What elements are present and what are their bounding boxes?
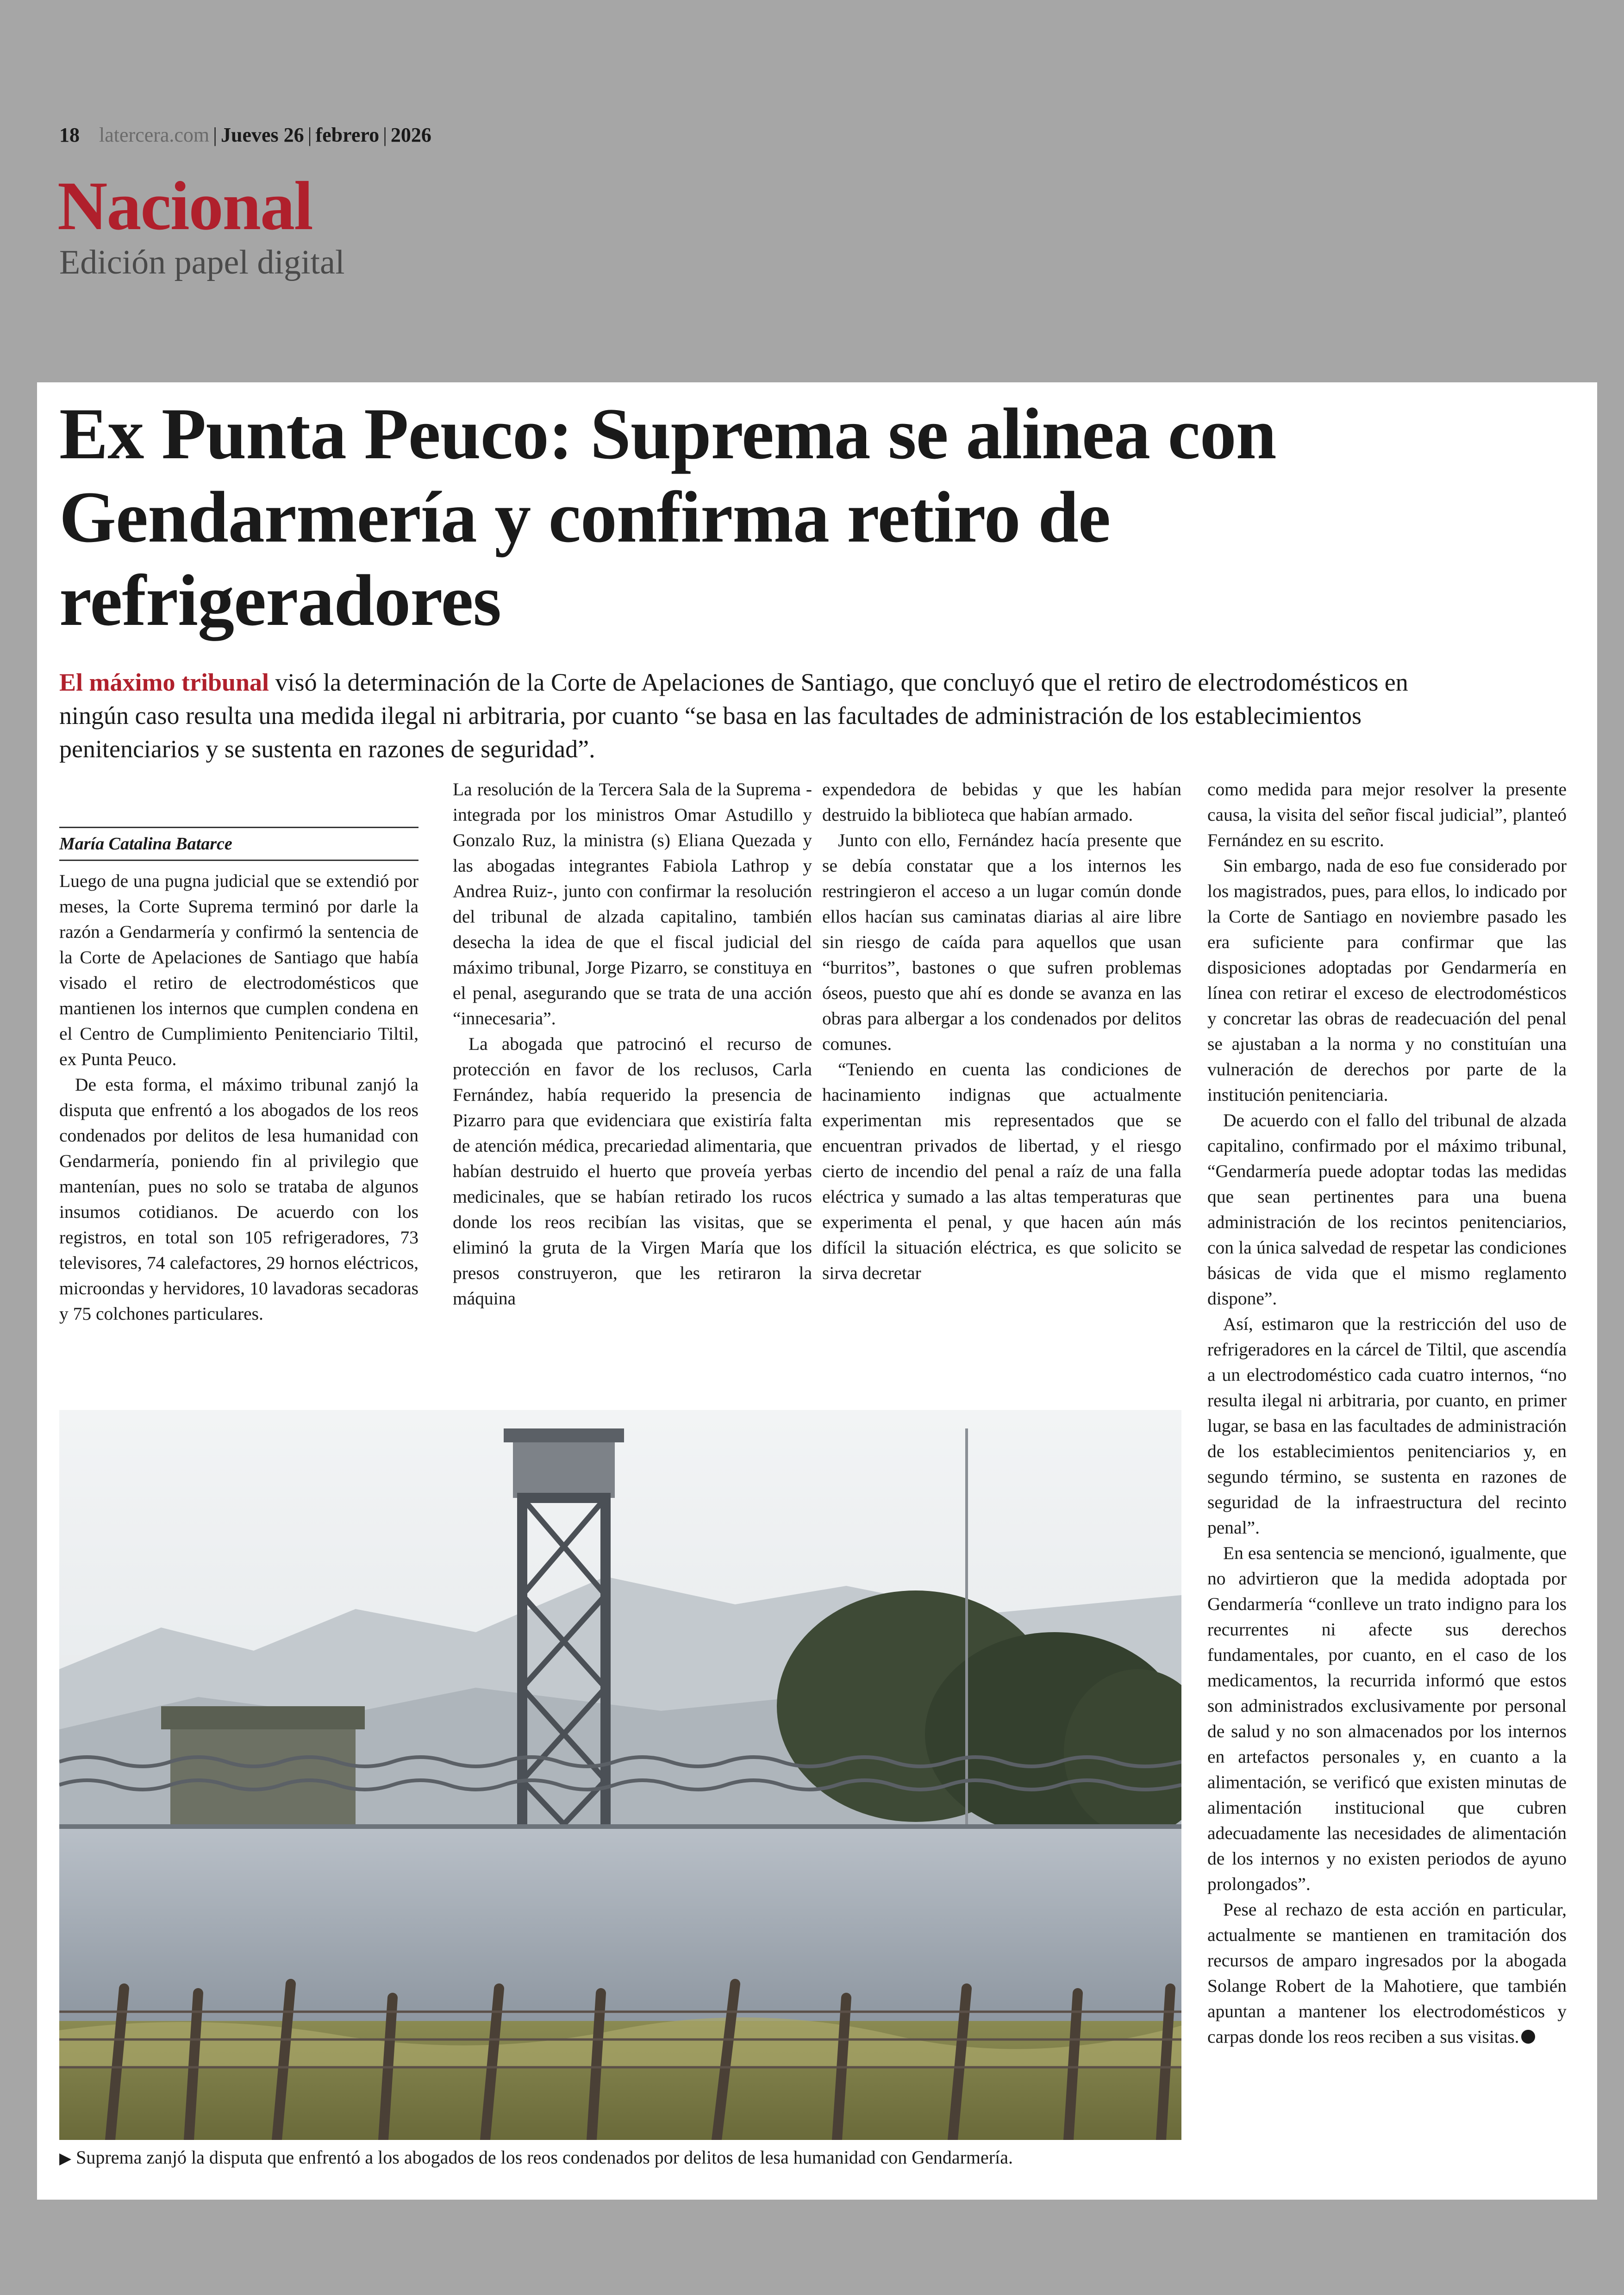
date-year: 2026 [390,124,431,146]
column-2 [453,777,812,1311]
paragraph: “Teniendo en cuenta las condiciones de hacinamiento indignas que actualmente experimentan mis representados que se encuentran privados de libertad, y el riesgo cierto de incendio del penal a raíz de una falla eléctrica y sumado a las altas temperaturas que experimenta el penal, y que hacen aún más difícil la situación eléctrica, es que solicito se sirva decretar [822,1059,1181,1283]
triangle-right-icon: ▶ [59,2150,72,2167]
paragraph [1207,1897,1567,2050]
column-4 [1207,777,1567,2050]
lede [59,666,1448,766]
paragraph: Junto con ello, Fernández hacía presente que se debía constatar que a los internos les restringieron el acceso a un lugar común donde ellos hacían sus caminatas diarias al aire libre sin riesgo de caída para aquellos que usan “burritos”, bastones o que sufren problemas óseos, puesto que ahí es donde se avanza en las obras para albergar a los condenados por delitos comunes. [822,830,1181,1054]
paragraph: De acuerdo con el fallo del tribunal de alzada capitalino, confirmado por el máximo tribunal, “Gendarmería puede adoptar todas las medidas que sean pertinentes para una buena administración de los recintos penitenciarios, con la única salvedad de respetar las condiciones básicas de vida que el mismo reglamento dispone”. [1207,1110,1567,1309]
paragraph-text: Pese al rechazo de esta acción en particular, actualmente se mantienen en tramitación dos recursos de amparo ingresados por la abogada Solange Robert de la Mahotiere, que también apuntan a mantener los electrodomésticos y carpas donde los reos reciben a sus visitas. [1207,1899,1567,2047]
date-month: febrero [315,124,380,146]
column-3 [822,777,1181,1286]
paragraph: Así, estimaron que la restricción del uso de refrigeradores en la cárcel de Tiltil, que ascendía a un electrodoméstico cada cuatro internos, “no resulta ilegal ni arbitraria, por cuanto, en primer lugar, se basa en las facultades de administración de los establecimientos penitenciarios y, en segundo término, se sustenta en razones de seguridad de la infraestructura del recinto penal”. [1207,1314,1567,1538]
meta-line: 18 latercera.com | Jueves 26 | febrero | 2026 [59,124,431,146]
paragraph: En esa sentencia se mencionó, igualmente, que no advirtieron que la medida adoptada por Gendarmería “conlleve un trato indigno para los recurrentes ni afecte sus derechos fundamentales, por cuanto, en el caso de los medicamentos, la recurrida informó que estos son administrados exclusivamente por personal de salud y no son almacenados por los internos en artefactos personales y, en cuanto a la alimentación, se verificó que existen minutas de alimentación institucional que cubren adecuadamente las necesidades de alimentación de los internos y no existen periodos de ayuno prolongados”. [1207,1543,1567,1894]
paragraph: Luego de una pugna judicial que se extendió por meses, la Corte Suprema terminó por darle la razón a Gendarmería y confirmó la sentencia de la Corte de Apelaciones de Santiago que había visado el retiro de electrodomésticos que mantienen los internos que cumplen condena en el Centro de Cumplimiento Penitenciario Tiltil, ex Punta Peuco. [59,871,418,1069]
paragraph: como medida para mejor resolver la presente causa, la visita del señor fiscal judicial”, planteó Fernández en su escrito. [1207,779,1567,850]
photo-caption [59,2145,1198,2171]
byline-block [59,827,418,872]
edition-label: Edición papel digital [59,243,345,281]
paragraph: De esta forma, el máximo tribunal zanjó la disputa que enfrentó a los abogados de los reos condenados por delitos de lesa humanidad con Gendarmería, poniendo fin al privilegio que mantenían, pues no solo se trataba de algunos insumos cotidianos. De acuerdo con los registros, en total son 105 refrigeradores, 73 televisores, 74 calefactores, 29 hornos eléctricos, microondas y hervidores, 10 lavadoras secadoras y 75 colchones particulares. [59,1074,418,1324]
prison-photo-illustration [59,1410,1181,2140]
site-name: latercera.com [99,124,210,146]
lede-rest: visó la determinación de la Corte de Apelaciones de Santiago, que concluyó que el retiro de electrodomésticos en ningún caso resulta una medida ilegal ni arbitraria, por cuanto “se basa en las facultades de administración de los establecimientos penitenciarios y se sustenta en razones de seguridad”. [59,668,1408,763]
page-number: 18 [59,124,80,146]
byline: María Catalina Batarce [59,827,418,861]
date-day: Jueves 26 [220,124,304,146]
paragraph: Sin embargo, nada de eso fue considerado por los magistrados, pues, para ellos, lo indicado por la Corte de Santiago en noviembre pasado les era suficiente para confirmar que las disposiciones adoptadas por Gendarmería en línea con retirar el exceso de electrodomésticos y concretar las obras de readecuación del penal se ajustaban a la norma y no constituían una vulneración de derechos por parte de la institución penitenciaria. [1207,855,1567,1105]
article-sheet [37,382,1597,2200]
masthead [59,121,707,149]
caption-text: Suprema zanjó la disputa que enfrentó a los abogados de los reos condenados por delitos de lesa humanidad con Gendarmería. [76,2147,1013,2168]
lede-lead: El máximo tribunal [59,668,269,696]
paragraph: expendedora de bebidas y que les habían destruido la biblioteca que habían armado. [822,779,1181,825]
headline: Ex Punta Peuco: Suprema se alinea con Gendarmería y confirma retiro de refrigeradores [59,393,1276,641]
paragraph: La resolución de la Tercera Sala de la Suprema -integrada por los ministros Omar Astudillo y Gonzalo Ruz, la ministra (s) Eliana Quezada y las abogadas integrantes Fabiola Lathrop y Andrea Ruiz-, junto con confirmar la resolución del tribunal de alzada capitalino, también desecha la idea de que el fiscal judicial del máximo tribunal, Jorge Pizarro, se constituya en el penal, asegurando que se trata de una acción “innecesaria”. [453,779,812,1029]
paragraph: La abogada que patrocinó el recurso de protección en favor de los reclusos, Carla Fernández, había requerido la presencia de Pizarro para que evidenciara que existiría falta de atención médica, precariedad alimentaria, que habían destruido el huerto que proveía yerbas medicinales, que se habían retirado los rucos donde los reos recibían las visitas, que se eliminó la gruta de la Virgen María que los presos construyeron, que les retiraron la máquina [453,1034,812,1309]
section-title: Nacional [57,168,312,244]
end-mark-icon [1521,2030,1535,2044]
prison-photo [59,1410,1181,2140]
column-1 [59,868,418,1327]
